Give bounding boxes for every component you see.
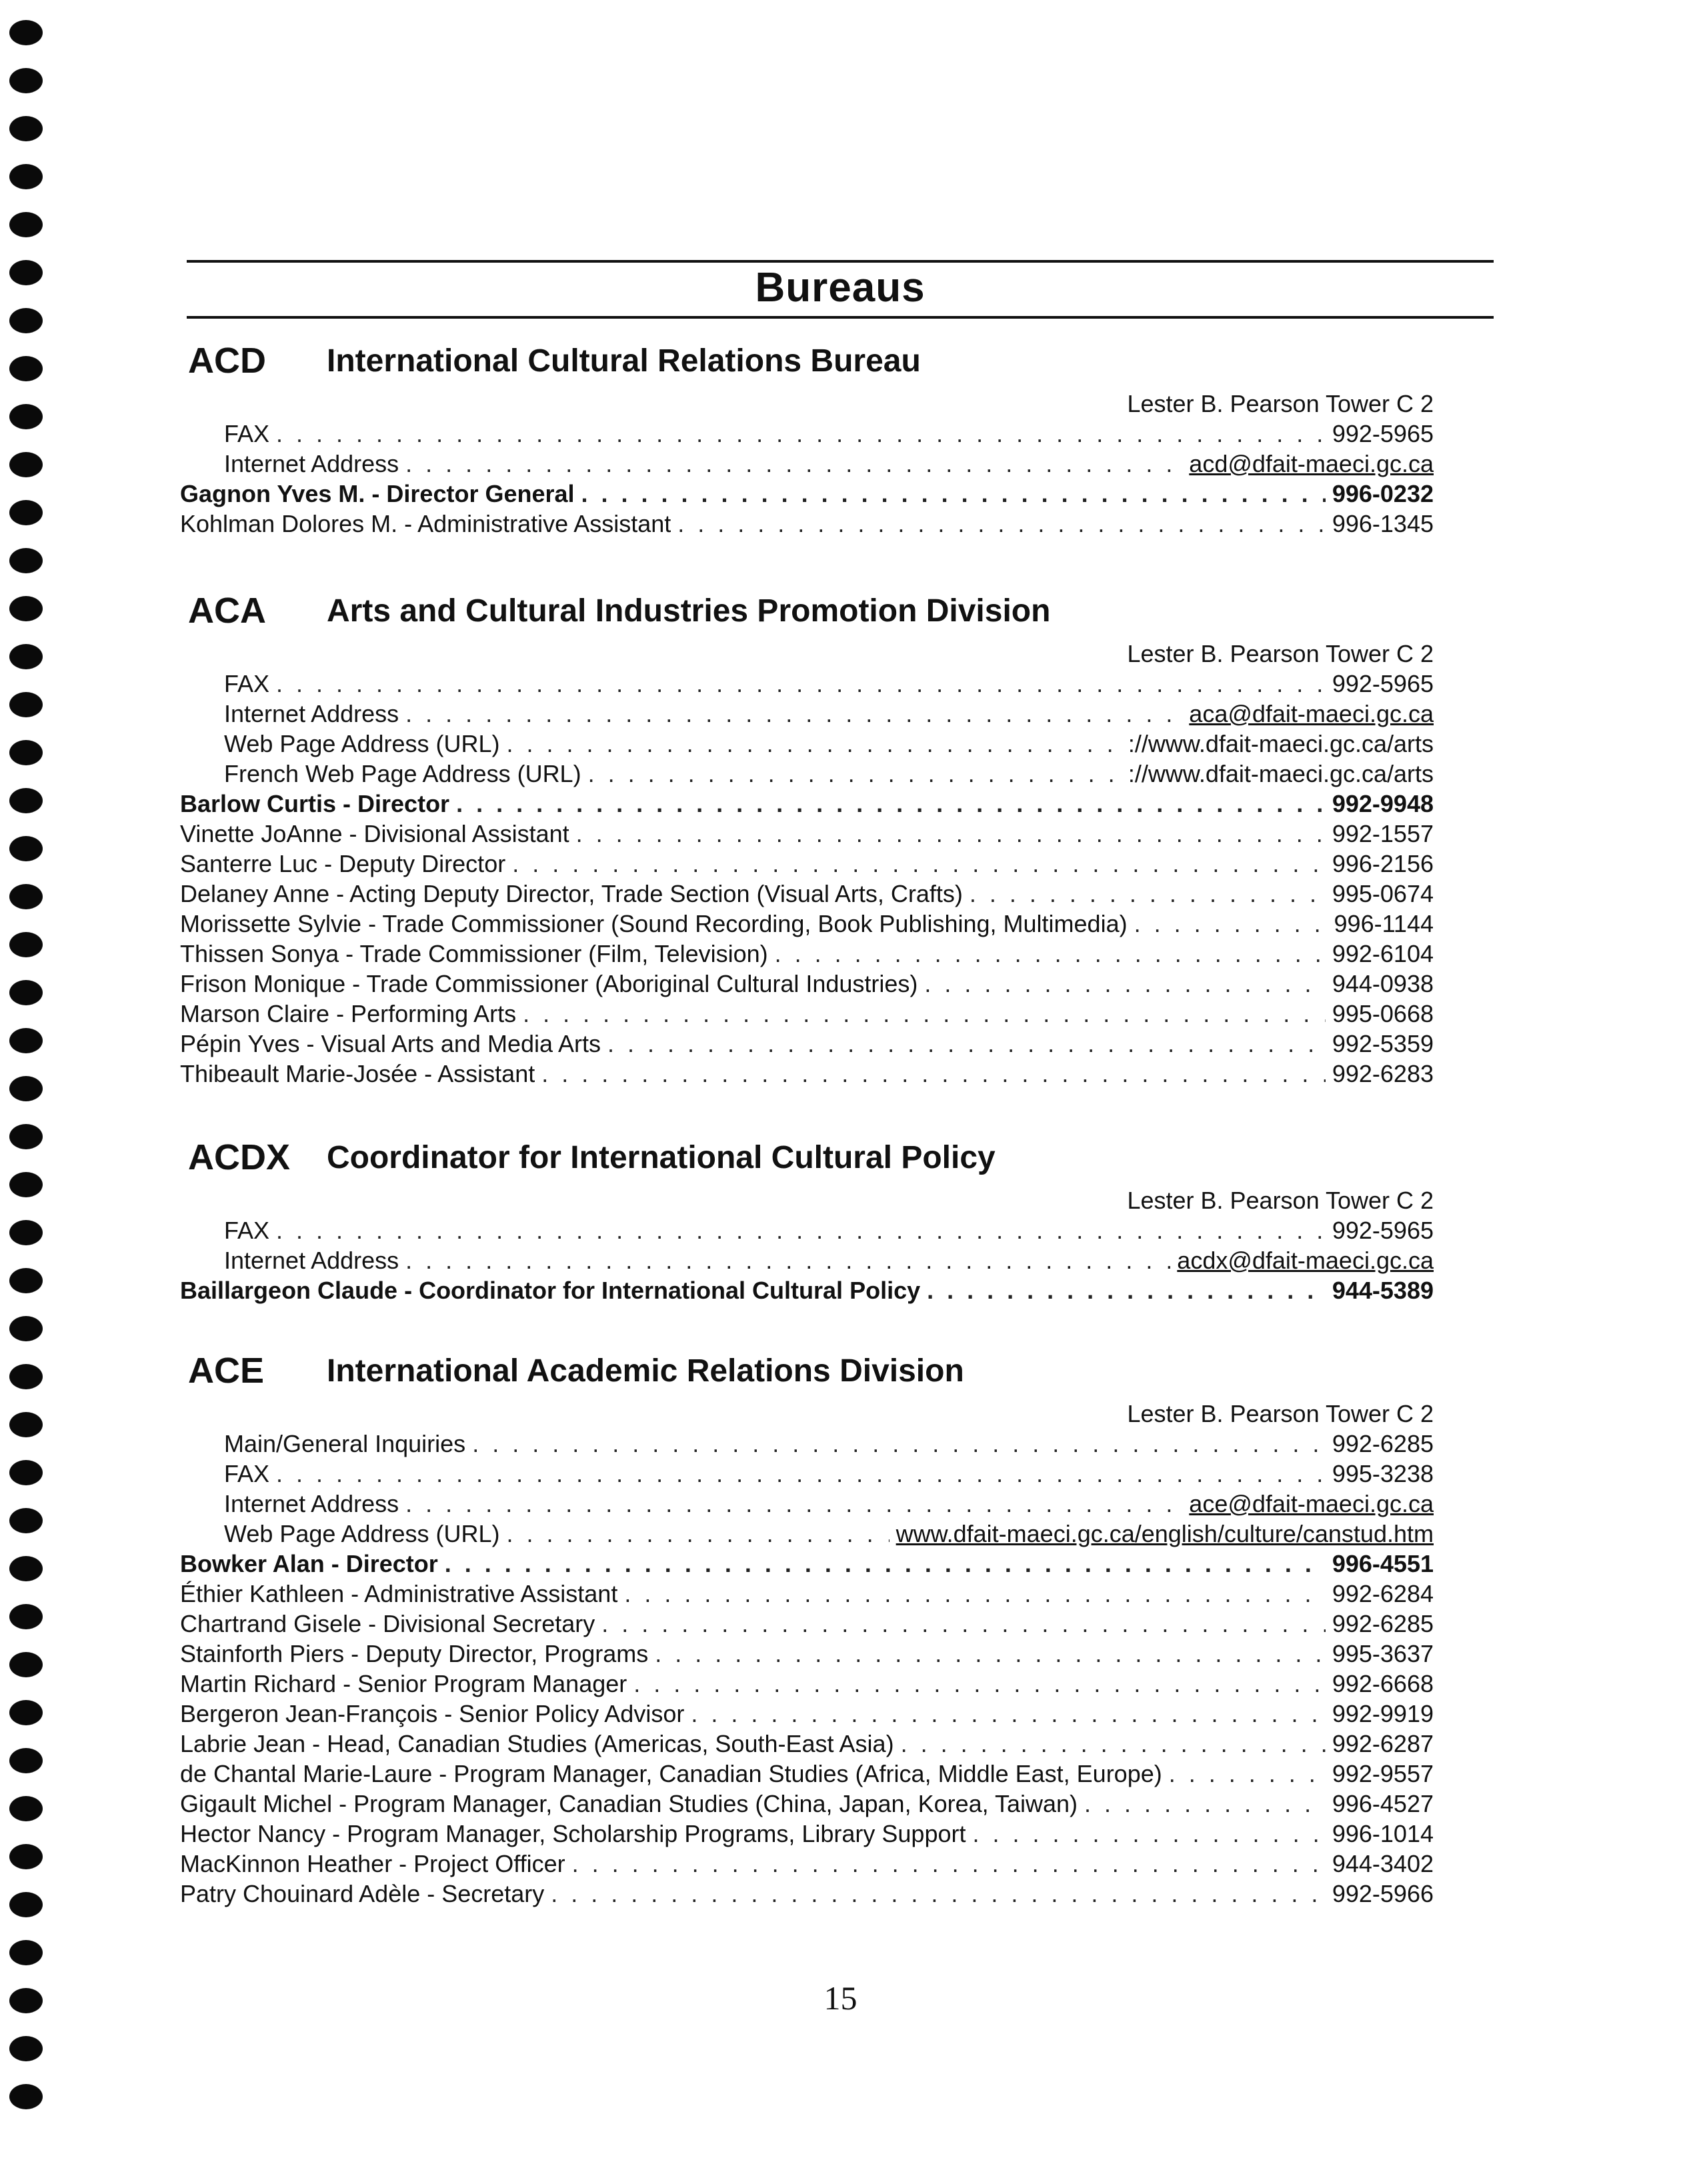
entry-label: FAX [224,1460,270,1487]
page-title-bar [187,260,1494,319]
binder-hole [9,2084,43,2109]
entry-value: 996-1144 [1334,910,1434,937]
binder-hole [9,1508,43,1533]
binder-hole [9,980,43,1005]
dot-leader [456,789,1326,819]
entry-label: Frison Monique - Trade Commissioner (Aboriginal Cultural Industries) [180,970,918,997]
section-name: Coordinator for International Cultural Policy [327,1140,996,1175]
dot-leader [1134,909,1328,939]
bureau-section [180,590,1434,1089]
directory-entry [180,939,1434,969]
dot-leader [512,849,1326,879]
entry-label: Morissette Sylvie - Trade Commissioner (Sound Recording, Book Publishing, Multimedia) [180,910,1128,937]
entry-value: 992-9919 [1332,1700,1434,1727]
directory-entry [180,1729,1434,1759]
entry-value: 995-0668 [1332,1000,1434,1027]
binder-hole [9,356,43,381]
binder-hole [9,116,43,141]
entry-label: Bowker Alan - Director [180,1550,438,1577]
entry-value: 992-1557 [1332,820,1434,847]
directory-entry [180,729,1434,759]
dot-leader [551,1879,1326,1909]
directory-entry [180,449,1434,479]
entry-label: Delaney Anne - Acting Deputy Director, Trade Section (Visual Arts, Crafts) [180,880,963,907]
section-location: Lester B. Pearson Tower C 2 [1127,390,1434,417]
dot-leader [276,419,1326,449]
dot-leader [405,449,1182,479]
binder-hole [9,1940,43,1965]
dot-leader [624,1579,1326,1609]
bureau-section [180,1137,1434,1305]
binder-hole [9,884,43,909]
section-heading [180,340,1434,389]
directory-entry [180,999,1434,1029]
entry-link[interactable]: acd@dfait-maeci.gc.ca [1189,450,1434,477]
entry-value: 992-6285 [1332,1430,1434,1457]
entry-value: 992-5965 [1332,1217,1434,1244]
section-heading [180,1350,1434,1399]
directory-entry [180,1609,1434,1639]
entry-label: Santerre Luc - Deputy Director [180,850,506,877]
binder-hole [9,212,43,237]
entry-value: 992-5965 [1332,670,1434,697]
binder-hole [9,1700,43,1725]
binder-hole [9,404,43,429]
binder-hole [9,20,43,45]
directory-entry [180,1579,1434,1609]
directory-entry [180,1275,1434,1305]
binder-hole [9,1268,43,1293]
entry-label: Kohlman Dolores M. - Administrative Assistant [180,510,671,537]
section-code: ACE [188,1351,265,1391]
entry-label: Web Page Address (URL) [224,730,500,757]
entry-label: Stainforth Piers - Deputy Director, Programs [180,1640,649,1667]
entry-label: Gigault Michel - Program Manager, Canadian Studies (China, Japan, Korea, Taiwan) [180,1790,1078,1817]
entry-label: de Chantal Marie-Laure - Program Manager, Canadian Studies (Africa, Middle East, Europe) [180,1760,1162,1787]
directory-entry [180,909,1434,939]
binder-hole [9,260,43,285]
section-code: ACD [188,341,266,381]
entry-value: 992-6284 [1332,1580,1434,1607]
binder-hole [9,68,43,93]
binder-holes [9,20,44,2132]
dot-leader [677,509,1326,539]
dot-leader [775,939,1326,969]
binder-hole [9,500,43,525]
dot-leader [472,1429,1326,1459]
binder-hole [9,2036,43,2061]
dot-leader [691,1699,1326,1729]
entry-label: FAX [224,1217,270,1244]
directory-entry [180,419,1434,449]
dot-leader [588,759,1122,789]
entry-label: Barlow Curtis - Director [180,790,450,817]
binder-hole [9,644,43,669]
entry-label: Patry Chouinard Adèle - Secretary [180,1880,545,1907]
binder-hole [9,548,43,573]
entry-label: Baillargeon Claude - Coordinator for International Cultural Policy [180,1277,921,1304]
entry-value: 992-6287 [1332,1730,1434,1757]
page-number: 15 [823,1979,858,2017]
bureau-section [180,340,1434,539]
dot-leader [523,999,1326,1029]
directory-entry [180,1879,1434,1909]
entry-label: Internet Address [224,450,399,477]
entry-label: Thissen Sonya - Trade Commissioner (Film, Television) [180,940,768,967]
section-name: International Cultural Relations Bureau [327,343,921,379]
section-location: Lester B. Pearson Tower C 2 [1127,640,1434,667]
entry-value: 995-0674 [1332,880,1434,907]
entry-label: Éthier Kathleen - Administrative Assistant [180,1580,618,1607]
directory-entry [180,1519,1434,1549]
entry-label: Chartrand Gisele - Divisional Secretary [180,1610,595,1637]
dot-leader [655,1639,1326,1669]
binder-hole [9,308,43,333]
binder-hole [9,1028,43,1053]
entry-value: 992-5965 [1332,420,1434,447]
section-code: ACA [188,591,266,631]
dot-leader [276,1459,1326,1489]
dot-leader [405,1245,1170,1275]
dot-leader [1169,1759,1326,1789]
page-title: Bureaus [755,265,926,311]
section-name: Arts and Cultural Industries Promotion Division [327,593,1051,629]
entry-value: 944-3402 [1332,1850,1434,1877]
binder-hole [9,692,43,717]
dot-leader [601,1609,1326,1639]
binder-hole [9,836,43,861]
entry-value: 996-4551 [1332,1550,1434,1577]
binder-hole [9,1556,43,1581]
directory-entry [180,1669,1434,1699]
entry-value: 992-6668 [1332,1670,1434,1697]
directory-entry [180,879,1434,909]
binder-hole [9,1316,43,1341]
entry-label: FAX [224,420,270,447]
entry-label: Internet Address [224,700,399,727]
directory-entry [180,1759,1434,1789]
directory-entry [180,1789,1434,1819]
entry-label: French Web Page Address (URL) [224,760,581,787]
directory-entry [180,1029,1434,1059]
directory-entry [180,1059,1434,1089]
entry-value: 996-2156 [1332,850,1434,877]
entry-label: Martin Richard - Senior Program Manager [180,1670,627,1697]
binder-hole [9,1124,43,1149]
directory-entry [180,1849,1434,1879]
dot-leader [576,819,1326,849]
binder-hole [9,1748,43,1773]
dot-leader [572,1849,1326,1879]
entry-label: Pépin Yves - Visual Arts and Media Arts [180,1030,601,1057]
binder-hole [9,1604,43,1629]
entry-value: 992-6104 [1332,940,1434,967]
entry-value: ://www.dfait-maeci.gc.ca/arts [1128,760,1434,787]
entry-value: 944-5389 [1332,1277,1434,1304]
directory-entry [180,789,1434,819]
entry-value: 992-9557 [1332,1760,1434,1787]
entry-label: Internet Address [224,1490,399,1517]
entry-label: Labrie Jean - Head, Canadian Studies (Americas, South-East Asia) [180,1730,894,1757]
entry-value: 992-9948 [1332,790,1434,817]
directory-entry [180,1819,1434,1849]
entry-value: 992-5359 [1332,1030,1434,1057]
directory-entry [180,669,1434,699]
binder-hole [9,596,43,621]
entry-label: Web Page Address (URL) [224,1520,500,1547]
entry-label: FAX [224,670,270,697]
binder-hole [9,164,43,189]
dot-leader [405,699,1182,729]
binder-hole [9,1172,43,1197]
directory-entry [180,509,1434,539]
directory-entry [180,1459,1434,1489]
dot-leader [276,1215,1326,1245]
section-name: International Academic Relations Division [327,1353,964,1389]
section-location: Lester B. Pearson Tower C 2 [1127,1187,1434,1214]
section-heading [180,1137,1434,1186]
entry-value: 996-1345 [1332,510,1434,537]
entry-label: Vinette JoAnne - Divisional Assistant [180,820,569,847]
directory-entry [180,1699,1434,1729]
section-heading [180,590,1434,639]
directory-entry [180,969,1434,999]
entry-value: 995-3637 [1332,1640,1434,1667]
directory-entry [180,1429,1434,1459]
dot-leader [970,879,1326,909]
entry-label: Thibeault Marie-Josée - Assistant [180,1060,535,1087]
binder-hole [9,1412,43,1437]
entry-value: 944-0938 [1332,970,1434,997]
bureau-section [180,1350,1434,1909]
entry-label: MacKinnon Heather - Project Officer [180,1850,565,1877]
directory-entry [180,849,1434,879]
dot-leader [607,1029,1326,1059]
entry-value: 992-6285 [1332,1610,1434,1637]
binder-hole [9,1460,43,1485]
binder-hole [9,1076,43,1101]
binder-hole [9,1364,43,1389]
section-location: Lester B. Pearson Tower C 2 [1127,1400,1434,1427]
dot-leader [924,969,1325,999]
entry-value: 996-1014 [1332,1820,1434,1847]
entry-value: 992-6283 [1332,1060,1434,1087]
binder-hole [9,740,43,765]
entry-link[interactable]: acdx@dfait-maeci.gc.ca [1177,1247,1434,1274]
directory-entry [180,759,1434,789]
dot-leader [276,669,1326,699]
directory-entry [180,479,1434,509]
directory-entry [180,1245,1434,1275]
binder-hole [9,452,43,477]
binder-hole [9,1220,43,1245]
binder-hole [9,932,43,957]
entry-link[interactable]: ace@dfait-maeci.gc.ca [1189,1490,1434,1517]
entry-label: Bergeron Jean-François - Senior Policy Advisor [180,1700,685,1727]
directory-entry [180,819,1434,849]
entry-value: 996-0232 [1332,480,1434,507]
dot-leader [633,1669,1326,1699]
entry-value: 995-3238 [1332,1460,1434,1487]
entry-label: Marson Claire - Performing Arts [180,1000,517,1027]
dot-leader [1084,1789,1326,1819]
dot-leader [507,1519,890,1549]
entry-value: 996-4527 [1332,1790,1434,1817]
directory-entry [180,1215,1434,1245]
entry-label: Internet Address [224,1247,399,1274]
binder-hole [9,1796,43,1821]
dot-leader [507,729,1122,759]
entry-link[interactable]: www.dfait-maeci.gc.ca/english/culture/canstud.htm [896,1520,1434,1547]
entry-label: Hector Nancy - Program Manager, Scholarship Programs, Library Support [180,1820,966,1847]
binder-hole [9,788,43,813]
entry-value: ://www.dfait-maeci.gc.ca/arts [1128,730,1434,757]
directory-entry [180,1549,1434,1579]
entry-label: Main/General Inquiries [224,1430,466,1457]
dot-leader [927,1275,1326,1305]
directory-entry [180,1639,1434,1669]
dot-leader [901,1729,1326,1759]
binder-hole [9,1844,43,1869]
binder-hole [9,1652,43,1677]
dot-leader [581,479,1326,509]
directory-entry [180,1489,1434,1519]
section-code: ACDX [188,1137,291,1177]
dot-leader [973,1819,1326,1849]
entry-label: Gagnon Yves M. - Director General [180,480,575,507]
entry-link[interactable]: aca@dfait-maeci.gc.ca [1189,700,1434,727]
directory-entry [180,699,1434,729]
dot-leader [445,1549,1326,1579]
dot-leader [541,1059,1326,1089]
entry-value: 992-5966 [1332,1880,1434,1907]
dot-leader [405,1489,1182,1519]
binder-hole [9,1892,43,1917]
